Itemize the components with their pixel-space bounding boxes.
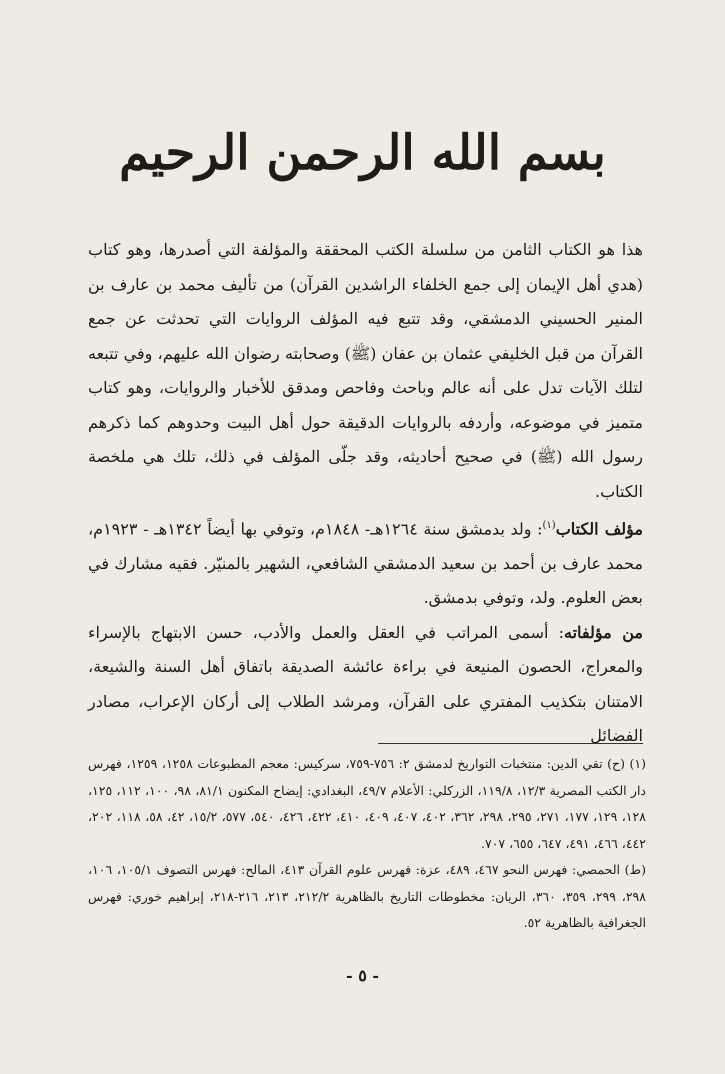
page-number: - ٥ - — [345, 966, 380, 985]
main-text — [88, 233, 643, 754]
works-paragraph — [88, 616, 643, 754]
footnotes — [88, 751, 646, 937]
footnote-1: (١) (ح) تقي الدين: منتخبات التواريخ لدمشق ٢: ٧٥٦-٧٥٩، سركيس: معجم المطبوعات ١٢٥٨، ١٢٥٩، فهرس دار الكتب المصرية ١٢/٣، ١١٩/٨، الزركلي: الأعلام ٤٩/٧، البغدادي: إيضاح المكنون ٨١/١، ٩٨، ١٠٠، ١١٢، ١٢٥، ١٢٨، ١٢٩، ١٧٧، ٢٧١، ٢٩٥، ٢٩٨، ٣٦٢، ٤٠٢، ٤٠٧، ٤٠٩، ٤١٠، ٤٢٢، ٤٢٦، ٥٤٠، ٥٧٧، ١٥/٢، ٤٢، ٥٨، ١١٨، ٢٠٢، ٤٤٢، ٤٦٦، ٤٩١، ٦٤٧، ٦٥٥، ٧٠٧. — [88, 756, 646, 851]
author-paragraph — [88, 509, 643, 616]
author-text: : ولد بدمشق سنة ١٢٦٤هـ- ١٨٤٨م، وتوفي بها أيضاً ١٣٤٢هـ - ١٩٢٣م، محمد عارف بن أحمد بن سعيد الدمشقي الشافعي، الشهير بالمنيّر. فقيه مشارك في بعض العلوم. ولد، وتوفي بدمشق. — [88, 519, 643, 608]
intro-paragraph: هذا هو الكتاب الثامن من سلسلة الكتب المحققة والمؤلفة التي أصدرها، وهو كتاب (هدي أهل الإيمان إلى جمع الخلفاء الراشدين القرآن) من تأليف محمد بن عارف بن المنير الحسيني الدمشقي، وقد تتبع فيه المؤلف الروايات التي تحدثت عن جمع القرآن من قبل الخليفي عثمان بن عفان (ﷺ) وصحابته رضوان الله عليهم، وفي تتبعه لتلك الآيات تدل على أنه عالم وباحث وفاحص ومدقق للأخبار والروايات، وهو كتاب متميز في موضوعه، وأردفه بالروايات الدقيقة حول أهل البيت وحدوهم كما ذكرهم رسول الله (ﷺ) في صحيح أحاديثه، وقد جلّى المؤلف في ذلك، تلك هي ملخصة الكتاب. — [88, 240, 643, 501]
basmala-calligraphy — [0, 125, 725, 181]
basmala-text: بسم الله الرحمن الرحيم — [119, 125, 606, 181]
footnote-reference: (١) — [542, 520, 556, 531]
author-label: مؤلف الكتاب — [555, 519, 643, 539]
works-label: من مؤلفاته — [563, 622, 644, 642]
works-text: : أسمى المراتب في العقل والعمل والأدب، حسن الابتهاج بالإسراء والمعراج، الحصون المنيعة في براءة عائشة الصديقة باتفاق أهل السنة والشيعة، الامتنان بتكذيب المفتري على القرآن، ومرشد الطلاب إلى أركان الإعراب، مصادر الفضائل — [88, 622, 643, 746]
footnote-divider — [378, 743, 643, 744]
footnote-2: (ط) الحمصي: فهرس النحو ٤٦٧، ٤٨٩، عزة: فهرس علوم القرآن ٤١٣، المالح: فهرس التصوف ١٠٥/١، ١٠٦، ٢٩٨، ٢٩٩، ٣٥٩، ٣٦٠، الريان: مخطوطات التاريخ بالظاهرية ٢١٢/٢، ٢١٣، ٢١٦-٢١٨، إبراهيم خوري: فهرس الجغرافية بالظاهرية ٥٢. — [88, 862, 646, 930]
